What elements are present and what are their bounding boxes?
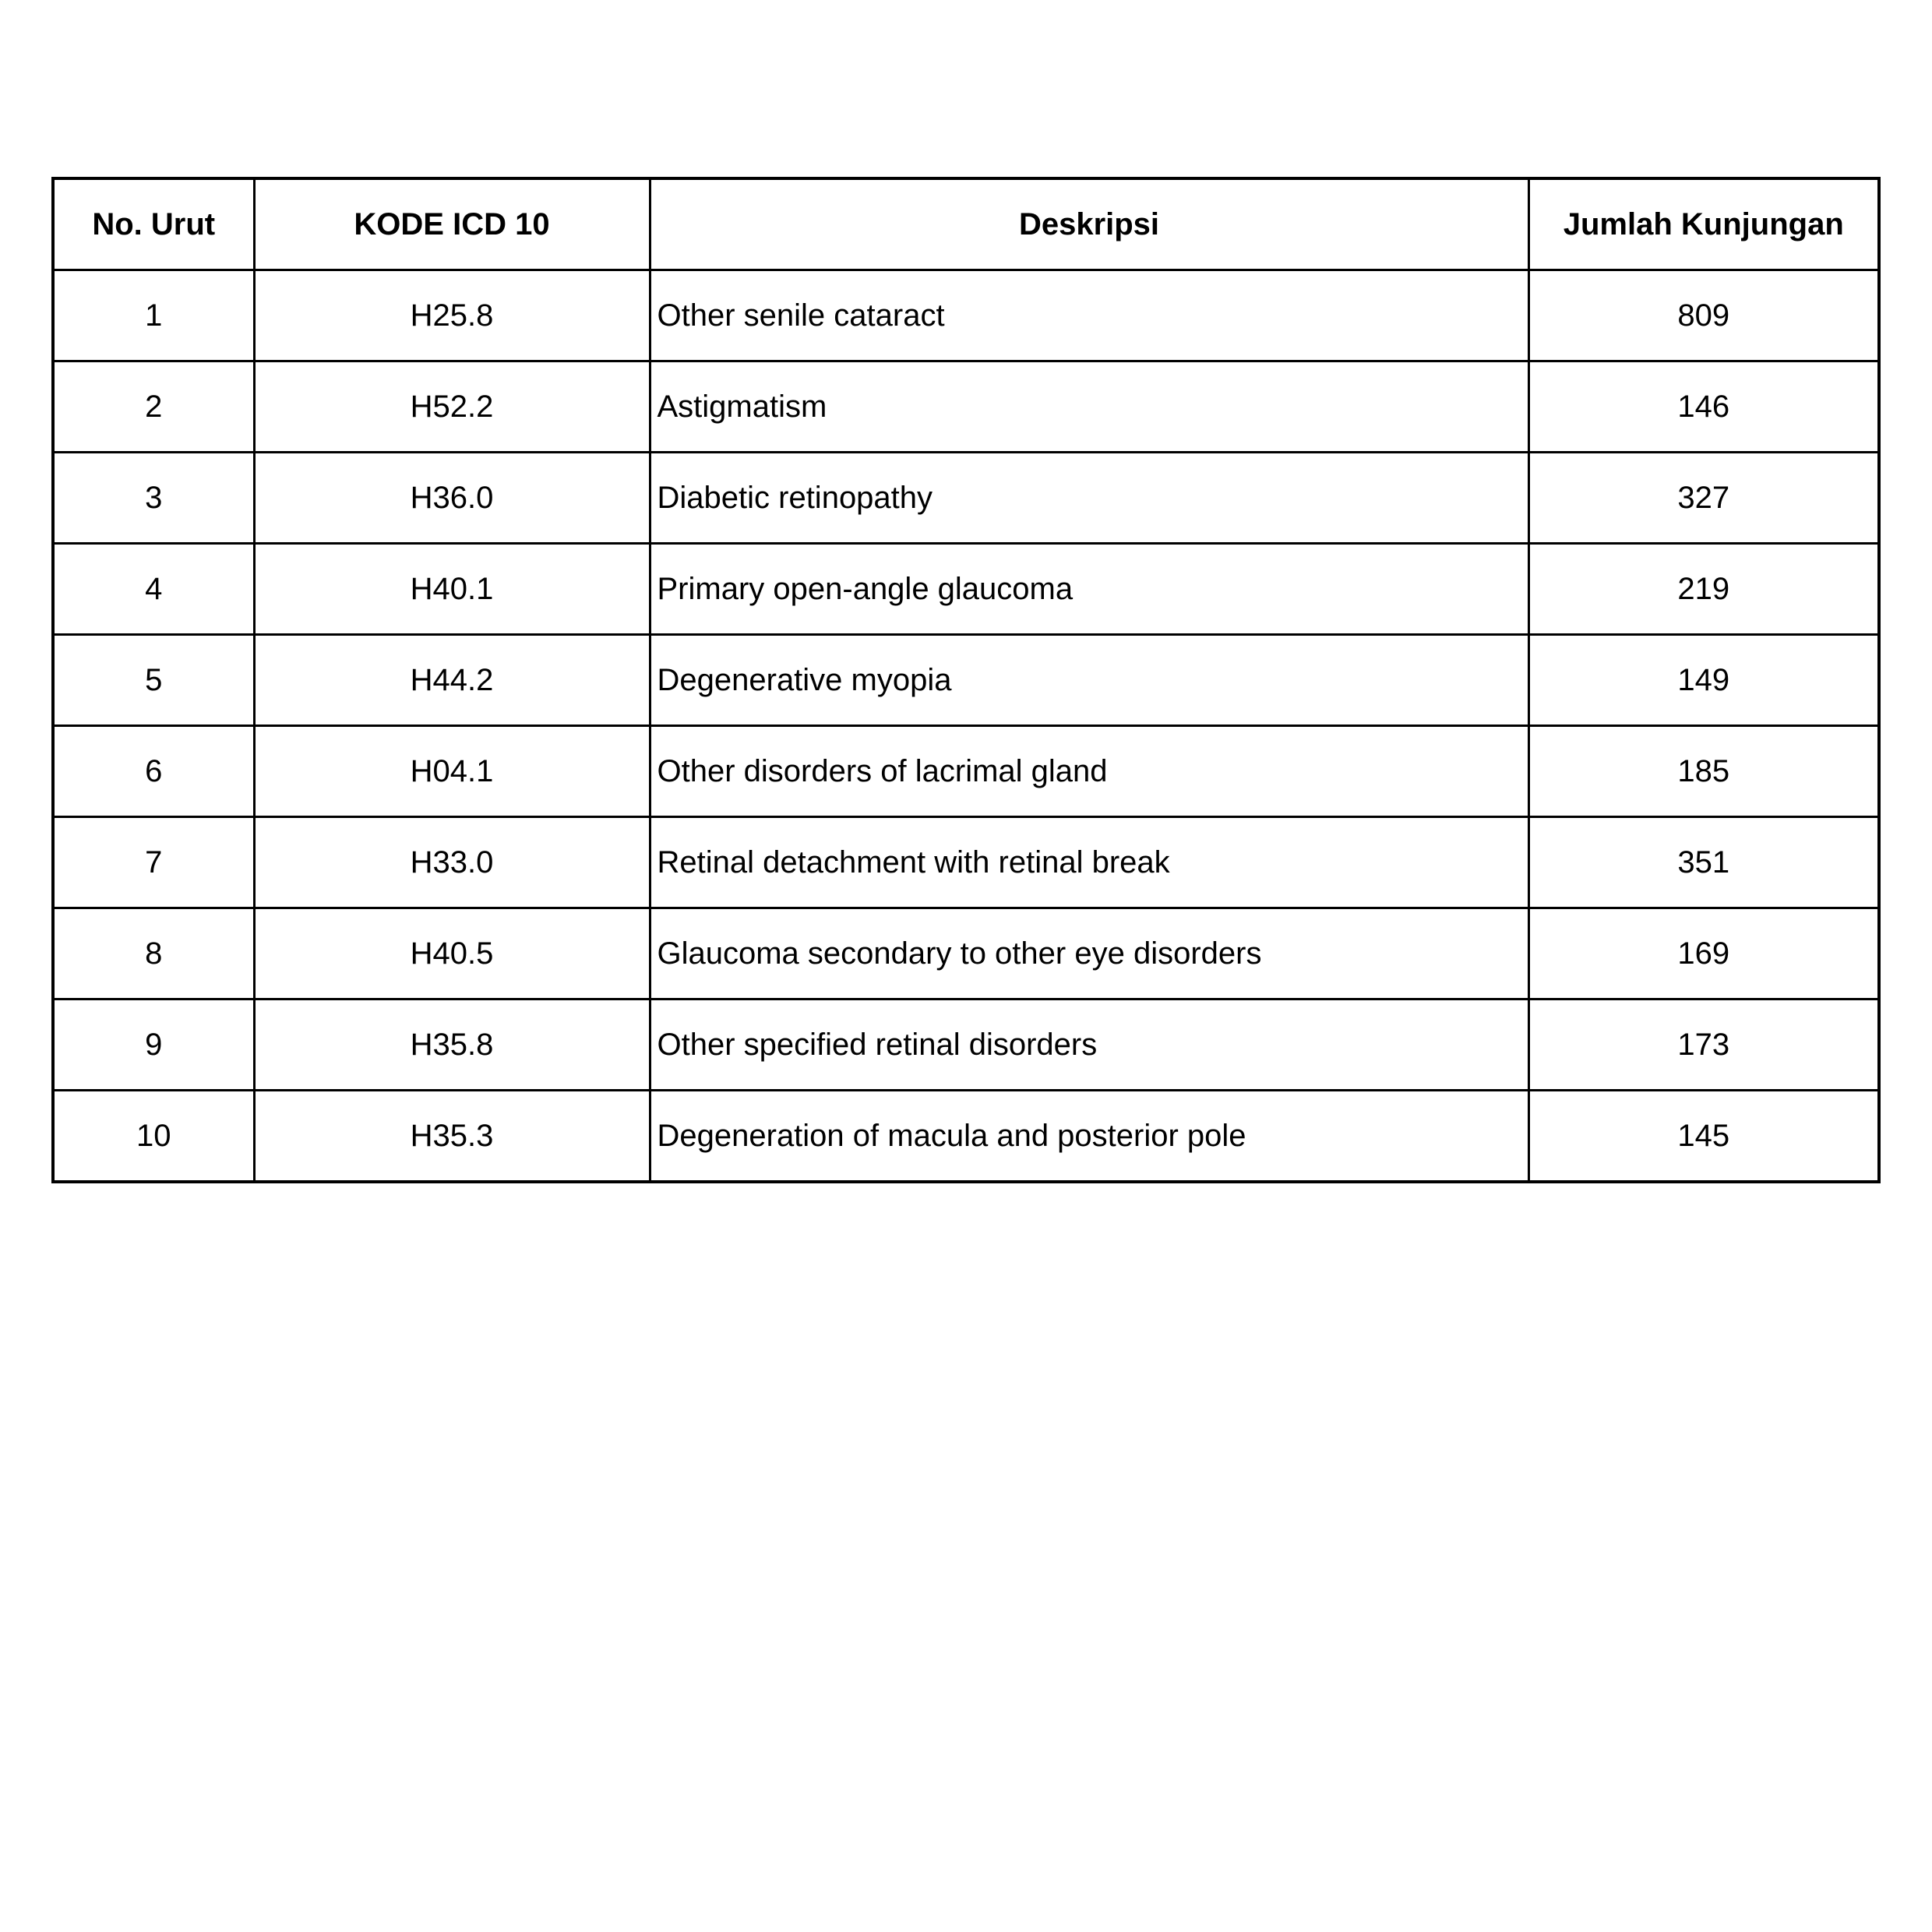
cell-kode-icd: H40.1 [254,544,650,635]
cell-kode-icd: H36.0 [254,453,650,544]
cell-deskripsi: Other disorders of lacrimal gland [650,726,1528,817]
cell-kode-icd: H52.2 [254,361,650,453]
cell-deskripsi: Other specified retinal disorders [650,999,1528,1091]
cell-deskripsi: Primary open-angle glaucoma [650,544,1528,635]
cell-no-urut: 3 [53,453,254,544]
header-kode-icd: KODE ICD 10 [254,178,650,270]
header-row [53,178,1879,270]
cell-kode-icd: H35.3 [254,1091,650,1183]
cell-deskripsi: Degeneration of macula and posterior pole [650,1091,1528,1183]
table-body [53,270,1879,1183]
cell-kode-icd: H40.5 [254,908,650,999]
table-row [53,635,1879,726]
cell-no-urut: 8 [53,908,254,999]
icd-visits-table [51,177,1881,1183]
header-jumlah-kunjungan: Jumlah Kunjungan [1528,178,1879,270]
cell-no-urut: 7 [53,817,254,908]
cell-jumlah-kunjungan: 185 [1528,726,1879,817]
table-header [53,178,1879,270]
cell-deskripsi: Glaucoma secondary to other eye disorders [650,908,1528,999]
cell-kode-icd: H25.8 [254,270,650,361]
header-no-urut: No. Urut [53,178,254,270]
cell-kode-icd: H35.8 [254,999,650,1091]
cell-kode-icd: H44.2 [254,635,650,726]
cell-deskripsi: Diabetic retinopathy [650,453,1528,544]
cell-jumlah-kunjungan: 146 [1528,361,1879,453]
cell-jumlah-kunjungan: 145 [1528,1091,1879,1183]
table-row [53,999,1879,1091]
table-row [53,1091,1879,1183]
table-row [53,544,1879,635]
cell-jumlah-kunjungan: 351 [1528,817,1879,908]
header-deskripsi: Deskripsi [650,178,1528,270]
table-row [53,908,1879,999]
cell-jumlah-kunjungan: 149 [1528,635,1879,726]
cell-deskripsi: Degenerative myopia [650,635,1528,726]
cell-deskripsi: Other senile cataract [650,270,1528,361]
cell-kode-icd: H04.1 [254,726,650,817]
cell-no-urut: 1 [53,270,254,361]
cell-deskripsi: Retinal detachment with retinal break [650,817,1528,908]
cell-no-urut: 2 [53,361,254,453]
table-row [53,726,1879,817]
cell-no-urut: 5 [53,635,254,726]
table-row [53,361,1879,453]
table-row [53,453,1879,544]
cell-jumlah-kunjungan: 809 [1528,270,1879,361]
cell-no-urut: 4 [53,544,254,635]
cell-jumlah-kunjungan: 327 [1528,453,1879,544]
table-row [53,270,1879,361]
cell-jumlah-kunjungan: 219 [1528,544,1879,635]
cell-no-urut: 6 [53,726,254,817]
cell-no-urut: 10 [53,1091,254,1183]
cell-deskripsi: Astigmatism [650,361,1528,453]
cell-no-urut: 9 [53,999,254,1091]
cell-jumlah-kunjungan: 169 [1528,908,1879,999]
cell-jumlah-kunjungan: 173 [1528,999,1879,1091]
cell-kode-icd: H33.0 [254,817,650,908]
table-row [53,817,1879,908]
